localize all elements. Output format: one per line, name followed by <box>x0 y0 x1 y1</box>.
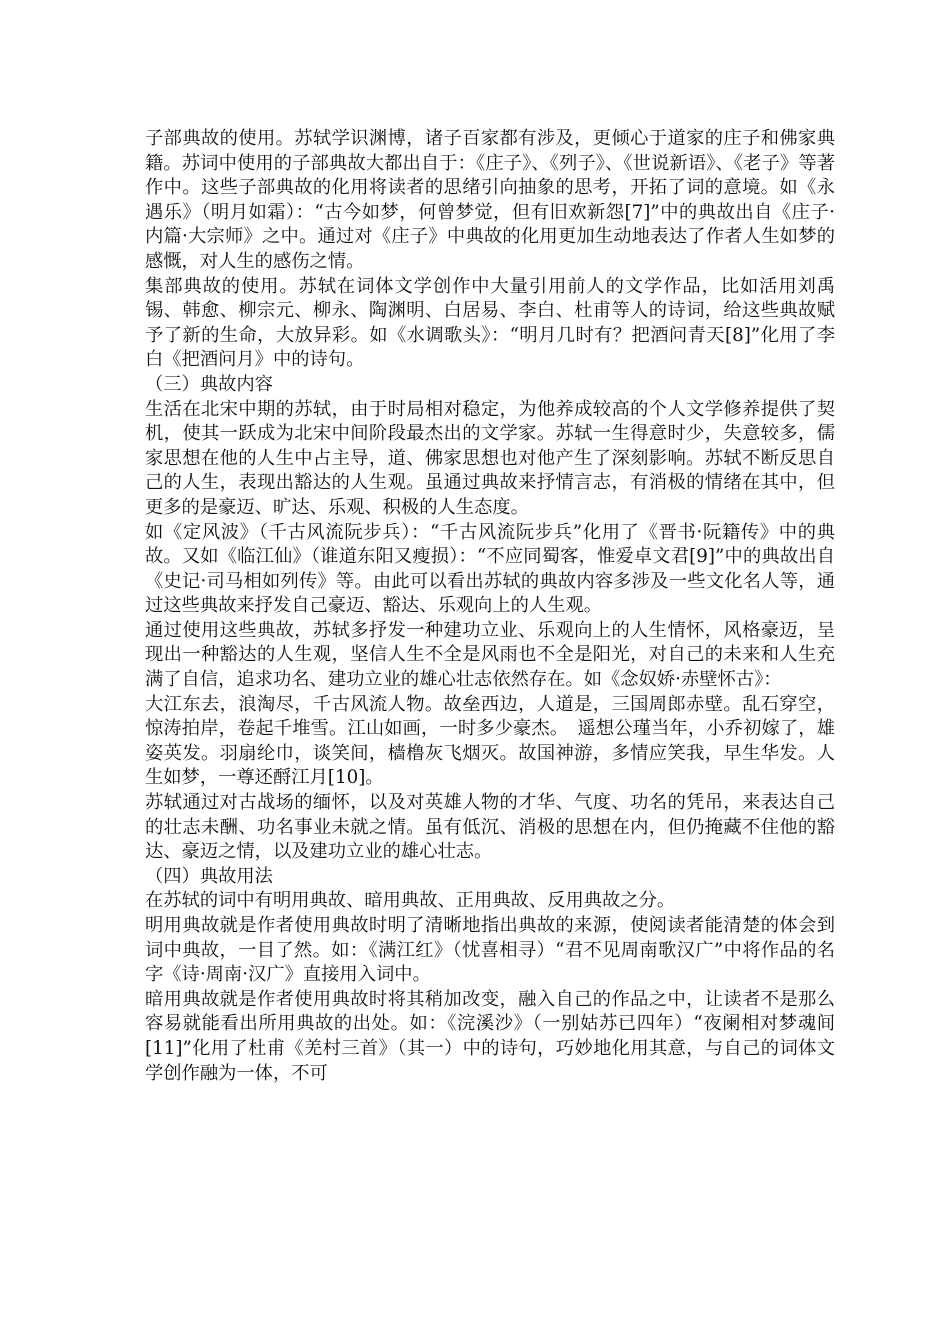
paragraph-zibu-allusions: 子部典故的使用。苏轼学识渊博，诸子百家都有涉及，更倾心于道家的庄子和佛家典籍。苏词中使用的子部典故大都出自于：《庄子》、《列子》、《世说新语》、《老子》等著作中。这些子部典故的化用将读者的思绪引向抽象的思考，开拓了词的意境。如《永遇乐》（明月如霜）：“古今如梦，何曾梦觉，但有旧欢新怨[7]”中的典故出自《庄子·内篇·大宗师》之中。通过对《庄子》中典故的化用更加生动地表达了作者人生如梦的感慨，对人生的感伤之情。 <box>145 128 835 272</box>
document-body <box>145 127 835 1086</box>
paragraph-heroic-sentiment: 通过使用这些典故，苏轼多抒发一种建功立业、乐观向上的人生情怀，风格豪迈，呈现出一种豁达的人生观，坚信人生不全是风雨也不全是阳光，对自己的未来和人生充满了自信，追求功名、建功立业的雄心壮志依然存在。如《念奴娇·赤壁怀古》： <box>145 619 835 691</box>
paragraph-poem-analysis: 苏轼通过对古战场的缅怀，以及对英雄人物的才华、气度、功名的凭吊，来表达自己的壮志未酬、功名事业未就之情。虽有低沉、消极的思想在内，但仍掩藏不住他的豁达、豪迈之情，以及建功立业的雄心壮志。 <box>145 792 835 863</box>
paragraph-explicit-allusion: 明用典故就是作者使用典故时明了清晰地指出典故的来源，使阅读者能清楚的体会到词中典故，一目了然。如：《满江红》（忧喜相寻）“君不见周南歌汉广”中将作品的名字《诗·周南·汉广》直接用入词中。 <box>145 915 835 986</box>
paragraph-jibu-allusions: 集部典故的使用。苏轼在词体文学创作中大量引用前人的文学作品，比如活用刘禹锡、韩愈、柳宗元、柳永、陶渊明、白居易、李白、杜甫等人的诗词，给这些典故赋予了新的生命，大放异彩。如《水调歌头》：“明月几时有？把酒问青天[8]”化用了李白《把酒问月》中的诗句。 <box>145 275 835 371</box>
paragraph-usage-types: 在苏轼的词中有明用典故、暗用典故、正用典故、反用典故之分。 <box>145 890 676 912</box>
paragraph-niannujiao-poem: 大江东去，浪淘尽，千古风流人物。故垒西边，人道是，三国周郎赤壁。乱石穿空，惊涛拍岸，卷起千堆雪。江山如画，一时多少豪杰。 遥想公瑾当年，小乔初嫁了，雄姿英发。羽扇纶巾，谈笑间，樯橹灰飞烟灭。故国神游，多情应笑我，早生华发。人生如梦，一尊还酹江月[10]。 <box>145 693 835 789</box>
paragraph-implicit-allusion: 暗用典故就是作者使用典故时将其稍加改变，融入自己的作品之中，让读者不是那么容易就能看出所用典故的出处。如：《浣溪沙》（一别姑苏已四年）“夜阑相对梦魂间[11]”化用了杜甫《羌村三首》（其一）中的诗句，巧妙地化用其意，与自己的词体文学创作融为一体，不可 <box>145 988 835 1084</box>
section-heading-allusion-usage: （四）典故用法 <box>145 865 273 887</box>
paragraph-life-background: 生活在北宋中期的苏轼，由于时局相对稳定，为他养成较高的个人文学修养提供了契机，使其一跃成为北宋中间阶段最杰出的文学家。苏轼一生得意时少，失意较多，儒家思想在他的人生中占主导，道、佛家思想也对他产生了深刻影响。苏轼不断反思自己的人生，表现出豁达的人生观。虽通过典故来抒情言志，有消极的情绪在其中，但更多的是豪迈、旷达、乐观、积极的人生态度。 <box>145 398 835 518</box>
paragraph-dingfengbo-example: 如《定风波》（千古风流阮步兵）：“千古风流阮步兵”化用了《晋书·阮籍传》中的典故。又如《临江仙》（谁道东阳又瘦损）：“不应同蜀客，惟爱卓文君[9]”中的典故出自《史记·司马相如列传》等。由此可以看出苏轼的典故内容多涉及一些文化名人等，通过这些典故来抒发自己豪迈、豁达、乐观向上的人生观。 <box>145 521 835 617</box>
section-heading-allusion-content: （三）典故内容 <box>145 373 273 395</box>
